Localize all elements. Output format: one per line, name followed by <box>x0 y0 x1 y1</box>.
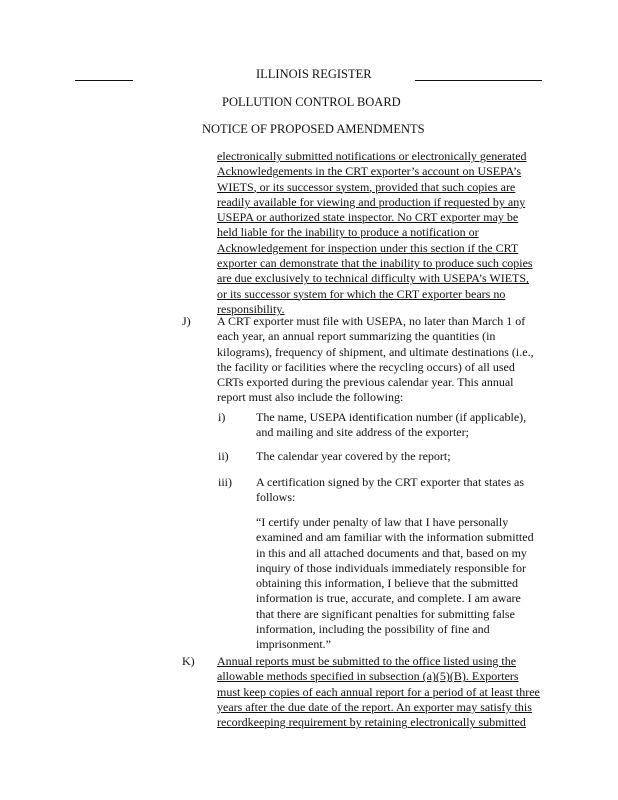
quote-line: examined and am familiar with the information submitted <box>256 530 534 545</box>
paragraph-line: Acknowledgement for inspection under this section if the CRT <box>217 240 519 255</box>
section-k-paragraph <box>217 654 540 730</box>
item-line: The calendar year covered by the report; <box>256 449 451 463</box>
paragraph-line: allowable methods specified in subsection (a)(5)(B). Exporters <box>217 669 519 684</box>
paragraph-line: A CRT exporter must file with USEPA, no later than March 1 of <box>217 314 526 328</box>
item-line: and mailing and site address of the exporter; <box>256 425 469 440</box>
continuation-paragraph <box>217 149 533 317</box>
item-i-text <box>256 410 526 441</box>
paragraph-line: each year, an annual report summarizing the quantities (in <box>217 329 496 344</box>
item-iii-label: iii) <box>218 475 232 489</box>
item-i-label: i) <box>218 410 226 424</box>
quote-line: information, including the possibility of fine and <box>256 622 490 637</box>
paragraph-line: Annual reports must be submitted to the office listed using the <box>217 654 517 668</box>
notice-title: NOTICE OF PROPOSED AMENDMENTS <box>202 122 425 136</box>
quote-line: imprisonment.” <box>256 637 331 652</box>
header-rule-right <box>415 80 542 81</box>
section-k-label: K) <box>182 654 195 668</box>
section-j-paragraph <box>217 314 534 406</box>
paragraph-line: WIETS, or its successor system, provided that such copies are <box>217 179 516 194</box>
item-ii-text <box>256 449 451 464</box>
paragraph-line: electronically submitted notifications or electronically generated <box>217 149 527 163</box>
paragraph-line: must keep copies of each annual report for a period of at least three <box>217 684 540 699</box>
header-rule-left <box>75 80 133 81</box>
paragraph-line: or its successor system for which the CRT exporter bears no <box>217 286 506 301</box>
item-line: follows: <box>256 490 296 505</box>
paragraph-line: readily available for viewing and production if requested by any <box>217 194 526 209</box>
paragraph-line: exporter can demonstrate that the inability to produce such copies <box>217 256 533 271</box>
item-line: A certification signed by the CRT exporter that states as <box>256 475 524 489</box>
register-title: ILLINOIS REGISTER <box>256 67 372 81</box>
section-j-label: J) <box>182 314 191 328</box>
certification-quote <box>256 515 534 653</box>
quote-line: that there are significant penalties for submitting false <box>256 606 515 621</box>
paragraph-line: CRTs exported during the previous calendar year. This annual <box>217 375 514 390</box>
paragraph-line: years after the due date of the report. An exporter may satisfy this <box>217 699 532 714</box>
paragraph-line: held liable for the inability to produce a notification or <box>217 225 479 240</box>
quote-line: obtaining this information, I believe that the submitted <box>256 576 518 591</box>
paragraph-line: recordkeeping requirement by retaining electronically submitted <box>217 715 526 730</box>
item-iii-text <box>256 475 524 506</box>
quote-line: inquiry of those individuals immediately responsible for <box>256 560 526 575</box>
paragraph-line: the facility or facilities where the recycling occurs) of all used <box>217 359 515 374</box>
paragraph-line: Acknowledgements in the CRT exporter’s account on USEPA’s <box>217 164 522 179</box>
quote-line: information is true, accurate, and complete. I am aware <box>256 591 521 606</box>
paragraph-line: USEPA or authorized state inspector. No CRT exporter may be <box>217 210 519 225</box>
paragraph-line: kilograms), frequency of shipment, and ultimate destinations (i.e., <box>217 344 534 359</box>
paragraph-line: responsibility. <box>217 301 285 316</box>
paragraph-line: report must also include the following: <box>217 390 404 405</box>
quote-line: “I certify under penalty of law that I have personally <box>256 515 509 529</box>
paragraph-line: are due exclusively to technical difficulty with USEPA’s WIETS, <box>217 271 530 286</box>
board-title: POLLUTION CONTROL BOARD <box>222 95 401 109</box>
item-line: The name, USEPA identification number (if applicable), <box>256 410 527 424</box>
item-ii-label: ii) <box>218 449 229 463</box>
quote-line: in this and all attached documents and that, based on my <box>256 545 527 560</box>
